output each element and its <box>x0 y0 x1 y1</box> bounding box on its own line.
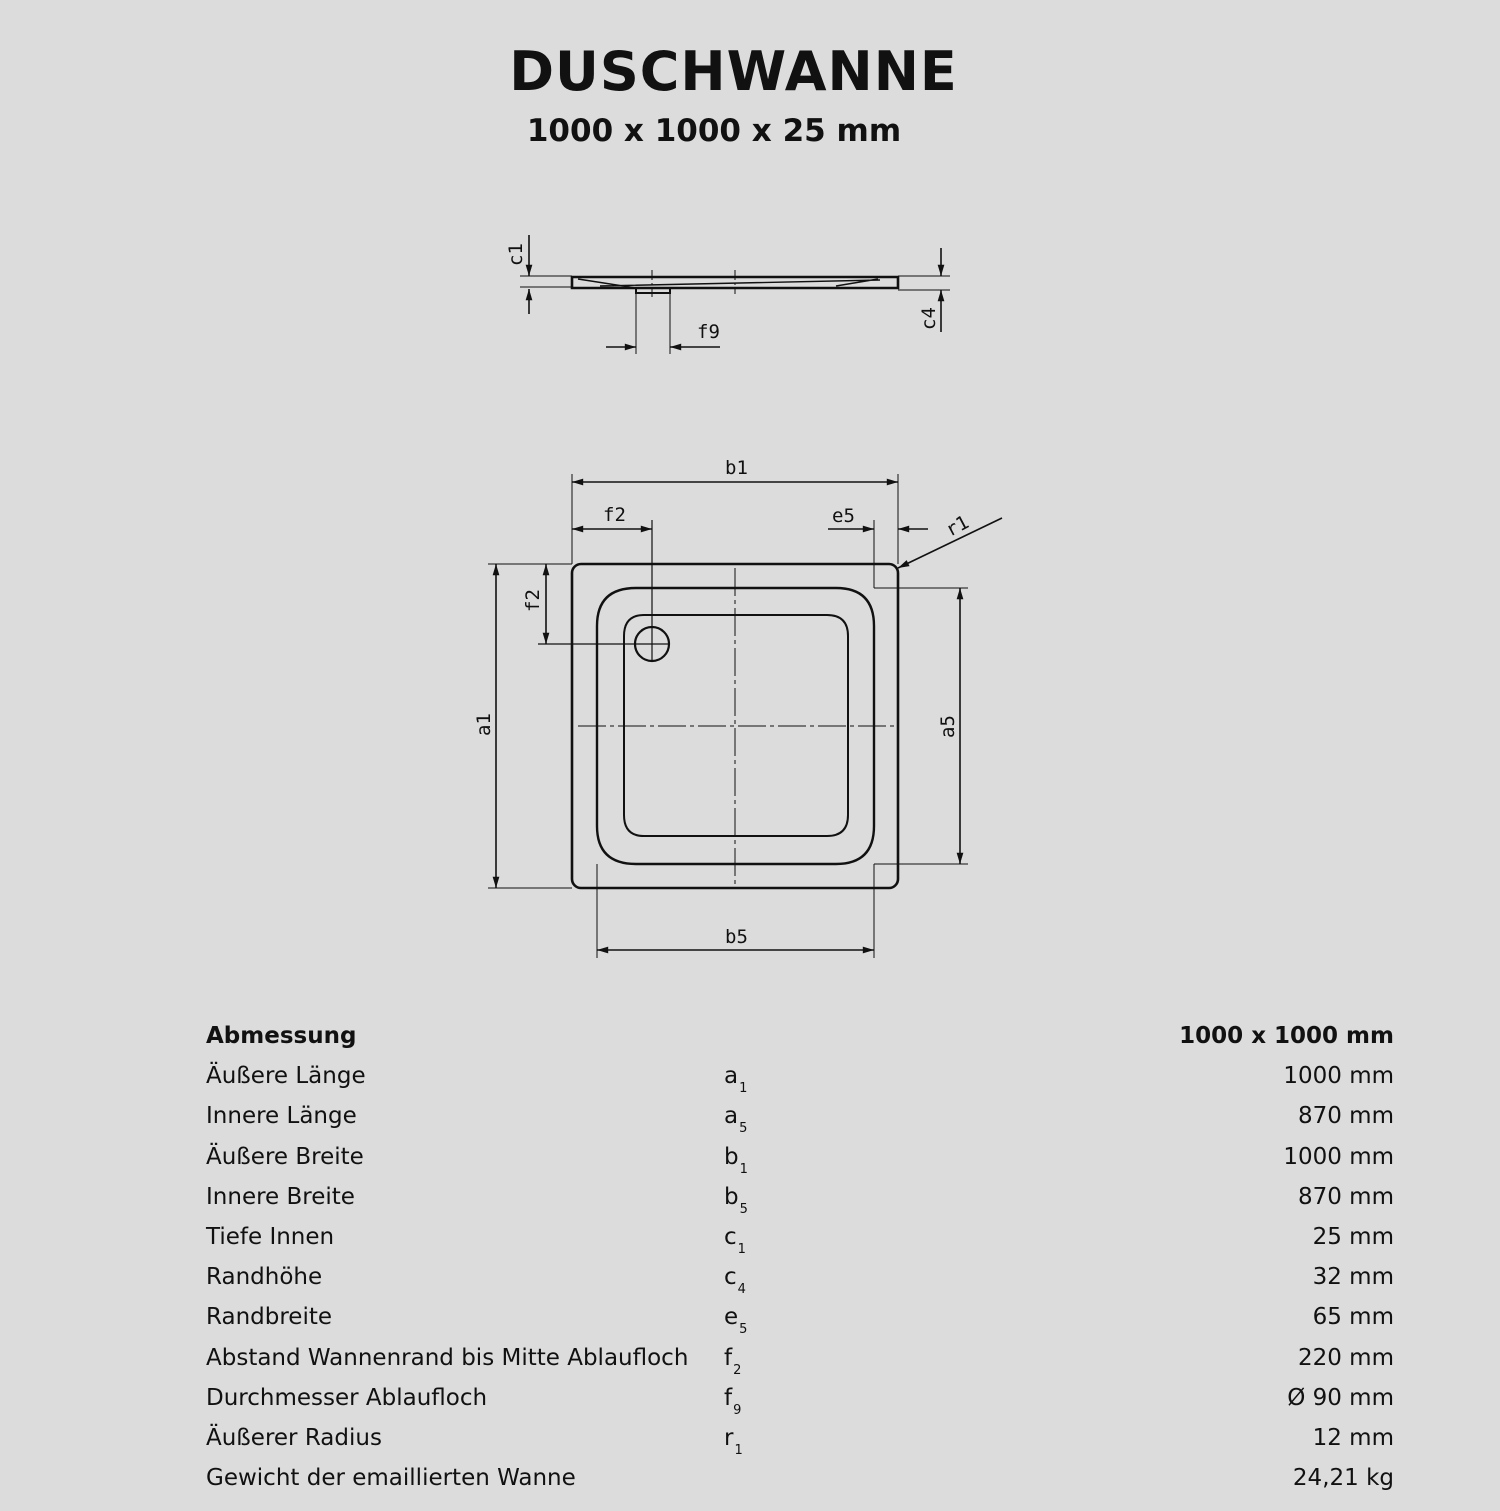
spec-symbol-letter: c <box>724 1223 737 1250</box>
spec-value: 870 mm <box>1297 1103 1394 1130</box>
spec-symbol-subscript: 1 <box>734 1442 743 1458</box>
spec-symbol-subscript: 2 <box>733 1362 742 1378</box>
spec-value: 25 mm <box>1312 1223 1394 1250</box>
spec-table <box>206 1016 1394 1498</box>
spec-label: Tiefe Innen <box>206 1223 335 1250</box>
spec-symbol-letter: f <box>724 1344 733 1371</box>
side-view <box>520 235 950 354</box>
spec-row <box>206 1137 1394 1177</box>
spec-symbol-subscript: 4 <box>737 1282 746 1298</box>
spec-row <box>206 1257 1394 1297</box>
dim-label-b1: b1 <box>725 457 748 479</box>
spec-label: Innere Breite <box>206 1183 355 1210</box>
spec-label: Äußere Breite <box>206 1143 364 1170</box>
spec-value: 1000 mm <box>1283 1143 1394 1170</box>
spec-label: Randhöhe <box>206 1264 323 1291</box>
spec-value: 65 mm <box>1312 1304 1394 1331</box>
spec-label: Abstand Wannenrand bis Mitte Ablaufloch <box>206 1344 689 1371</box>
spec-symbol-subscript: 1 <box>739 1161 748 1177</box>
spec-symbol-subscript: 9 <box>733 1402 742 1418</box>
spec-value: 32 mm <box>1312 1264 1394 1291</box>
spec-row <box>206 1096 1394 1136</box>
spec-symbol-letter: a <box>724 1063 739 1090</box>
spec-label: Durchmesser Ablaufloch <box>206 1384 488 1411</box>
spec-header-label: Abmessung <box>206 1023 357 1049</box>
spec-symbol-letter: r <box>724 1424 734 1451</box>
spec-row <box>206 1338 1394 1378</box>
spec-label: Äußerer Radius <box>206 1424 382 1451</box>
spec-row <box>206 1177 1394 1217</box>
dim-label-f2-top: f2 <box>603 504 626 526</box>
dim-label-f2-side: f2 <box>522 589 544 612</box>
spec-row <box>206 1458 1394 1498</box>
spec-symbol-letter: e <box>724 1304 739 1331</box>
spec-row <box>206 1418 1394 1458</box>
spec-row <box>206 1217 1394 1257</box>
spec-symbol-subscript: 5 <box>739 1322 748 1338</box>
spec-label: Randbreite <box>206 1304 333 1331</box>
dim-label-f9: f9 <box>697 321 720 343</box>
spec-value: 870 mm <box>1297 1183 1394 1210</box>
top-view <box>538 520 898 888</box>
spec-value: 12 mm <box>1312 1424 1394 1451</box>
spec-symbol <box>724 1458 725 1511</box>
spec-value: Ø 90 mm <box>1287 1384 1394 1411</box>
spec-symbol-subscript: 1 <box>737 1241 746 1257</box>
dim-label-a5: a5 <box>937 715 959 738</box>
spec-symbol-letter: b <box>724 1143 739 1170</box>
page-subtitle: 1000 x 1000 x 25 mm <box>526 113 902 149</box>
spec-row <box>206 1297 1394 1337</box>
spec-value: 1000 mm <box>1283 1063 1394 1090</box>
spec-label: Äußere Länge <box>206 1063 366 1090</box>
spec-symbol-subscript: 5 <box>739 1121 748 1137</box>
spec-symbol-letter: c <box>724 1264 737 1291</box>
spec-symbol-letter: b <box>724 1183 739 1210</box>
spec-value: 24,21 kg <box>1292 1465 1394 1492</box>
dim-label-c1: c1 <box>505 243 527 266</box>
page-title: DUSCHWANNE <box>509 40 958 103</box>
spec-header-value: 1000 x 1000 mm <box>1179 1023 1394 1049</box>
dim-label-c4: c4 <box>918 307 940 330</box>
dim-e5 <box>828 520 928 588</box>
dim-label-a1: a1 <box>473 713 495 736</box>
spec-symbol-letter: f <box>724 1384 733 1411</box>
dim-label-e5: e5 <box>832 505 855 527</box>
spec-label: Gewicht der emaillierten Wanne <box>206 1465 576 1492</box>
spec-label: Innere Länge <box>206 1103 357 1130</box>
spec-value: 220 mm <box>1297 1344 1394 1371</box>
spec-row <box>206 1056 1394 1096</box>
dim-label-b5: b5 <box>725 926 748 948</box>
spec-symbol-subscript: 5 <box>739 1201 748 1217</box>
spec-row <box>206 1378 1394 1418</box>
spec-symbol-subscript: 1 <box>739 1081 748 1097</box>
spec-header-row <box>206 1016 1394 1056</box>
dim-label-r1: r1 <box>942 511 973 542</box>
spec-symbol-letter: a <box>724 1103 739 1130</box>
